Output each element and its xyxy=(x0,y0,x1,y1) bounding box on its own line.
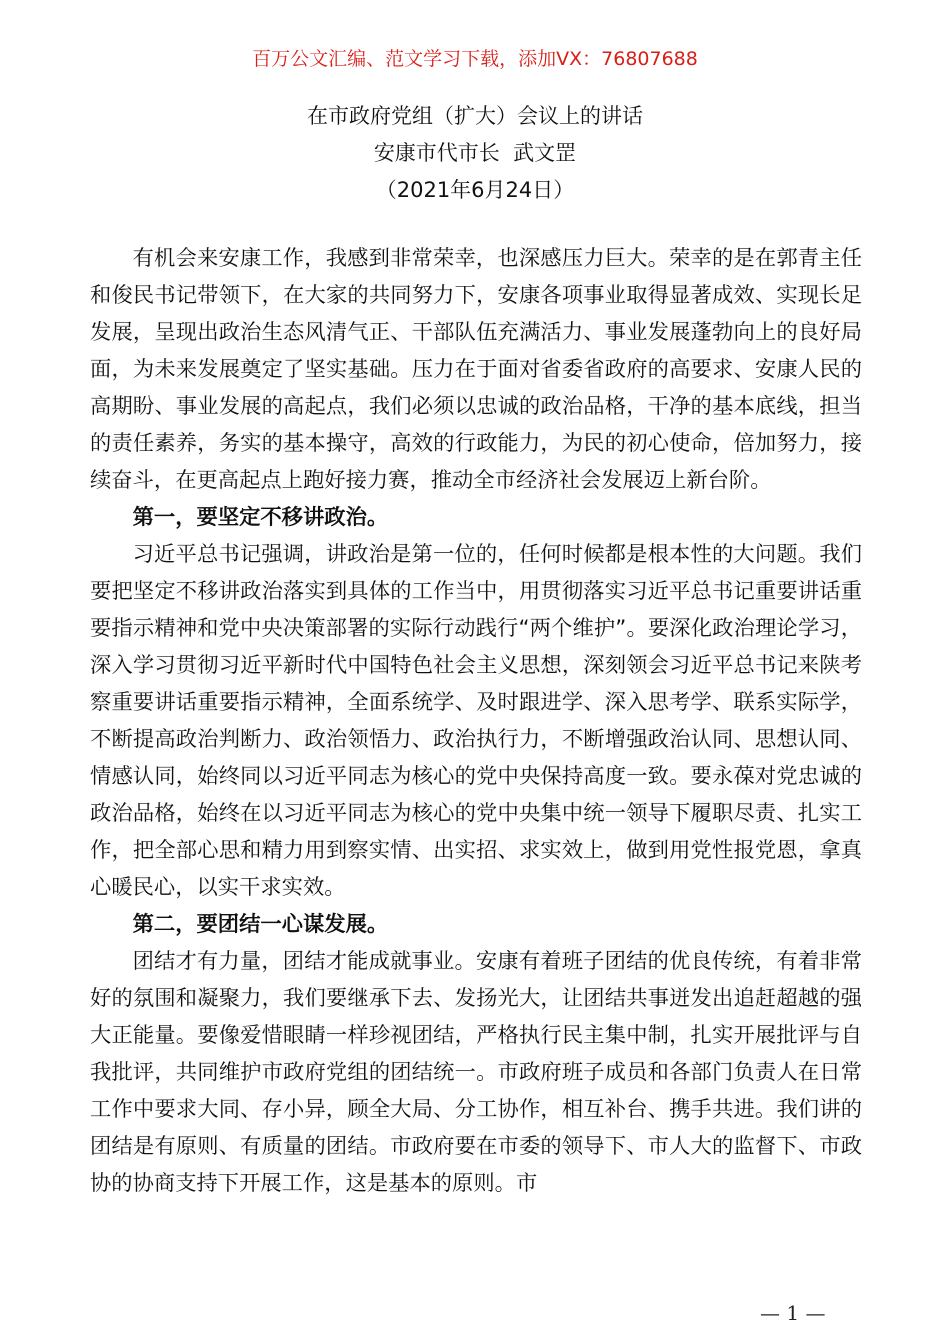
paragraph-intro: 有机会来安康工作，我感到非常荣幸，也深感压力巨大。荣幸的是在郭青主任和俊民书记带领下，在大家的共同努力下，安康各项事业取得显著成效、实现长足发展，呈现出政治生态风清气正、干部队伍充满活力、事业发展蓬勃向上的良好局面，为未来发展奠定了坚实基础。压力在于面对省委省政府的高要求、安康人民的高期盼、事业发展的高起点，我们必须以忠诚的政治品格，干净的基本底线，担当的责任素养，务实的基本操守，高效的行政能力，为民的初心使命，倍加努力，接续奋斗，在更高起点上跑好接力赛，推动全市经济社会发展迈上新台阶。 xyxy=(90,246,862,493)
promo-banner: 百万公文汇编、范文学习下载，添加VX：76807688 xyxy=(252,48,698,70)
section-heading-2: 第二，要团结一心谋发展。 xyxy=(132,912,389,937)
speaker-line: 安康市代市长 武文罡 xyxy=(373,141,577,165)
speech-body xyxy=(90,240,862,1202)
paragraph-section-2: 团结才有力量，团结才能成就事业。安康有着班子团结的优良传统，有着非常好的氛围和凝聚力，我们要继承下去、发扬光大，让团结共事迸发出追赶超越的强大正能量。要像爱惜眼睛一样珍视团结，严格执行民主集中制，扎实开展批评与自我批评，共同维护市政府党组的团结统一。市政府班子成员和各部门负责人在日常工作中要求大同、存小异，顾全大局、分工协作，相互补台、携手共进。我们讲的团结是有原则、有质量的团结。市政府要在市委的领导下、市人大的监督下、市政协的协商支持下开展工作，这是基本的原则。市 xyxy=(90,949,862,1196)
title-block xyxy=(0,98,950,209)
speech-date: （2021年6月24日） xyxy=(375,178,575,202)
section-heading-1: 第一，要坚定不移讲政治。 xyxy=(132,505,389,530)
speech-title: 在市政府党组（扩大）会议上的讲话 xyxy=(307,104,643,128)
paragraph-section-1: 习近平总书记强调，讲政治是第一位的，任何时候都是根本性的大问题。我们要把坚定不移讲政治落实到具体的工作当中，用贯彻落实习近平总书记重要讲话重要指示精神和党中央决策部署的实际行动践行“两个维护”。要深化政治理论学习，深入学习贯彻习近平新时代中国特色社会主义思想，深刻领会习近平总书记来陕考察重要讲话重要指示精神，全面系统学、及时跟进学、深入思考学、联系实际学，不断提高政治判断力、政治领悟力、政治执行力，不断增强政治认同、思想认同、情感认同，始终同以习近平同志为核心的党中央保持高度一致。要永葆对党忠诚的政治品格，始终在以习近平同志为核心的党中央集中统一领导下履职尽责、扎实工作，把全部心思和精力用到察实情、出实招、求实效上，做到用党性报党恩，拿真心暖民心，以实干求实效。 xyxy=(90,542,862,900)
page-number: — 1 — xyxy=(760,1301,826,1325)
